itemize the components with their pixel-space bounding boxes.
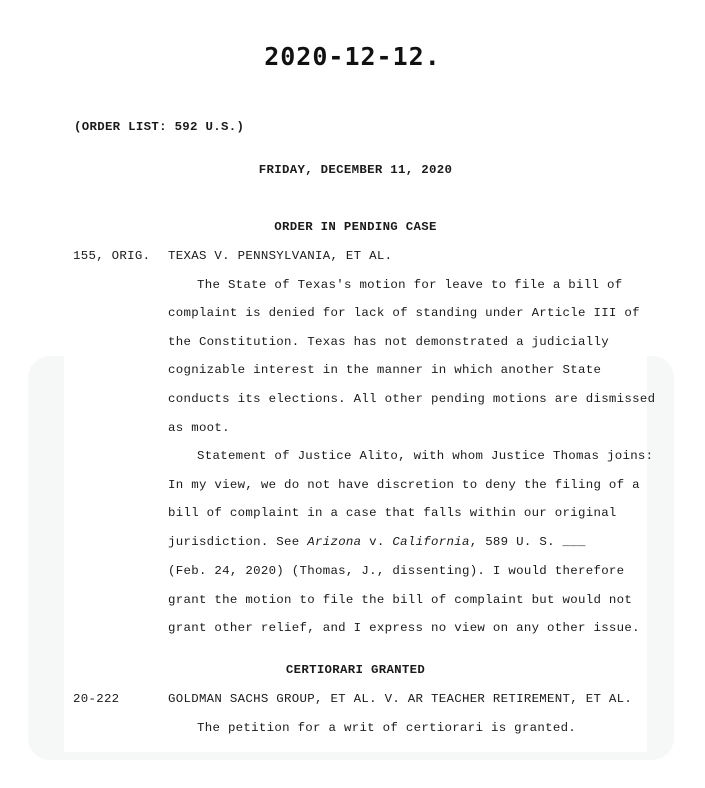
citation-v: v. <box>361 535 393 549</box>
page-title: 2020-12-12. <box>264 42 441 71</box>
text-line: In my view, we do not have discretion to deny the filing of a <box>168 478 640 492</box>
order-date: FRIDAY, DECEMBER 11, 2020 <box>258 163 453 177</box>
citation-pre: jurisdiction. See <box>168 535 308 549</box>
case-number: 20-222 <box>73 692 120 706</box>
citation-case-a: Arizona <box>307 535 362 549</box>
text-line: grant other relief, and I express no view on any other issue. <box>168 621 640 635</box>
section-heading-certiorari: CERTIORARI GRANTED <box>285 663 426 677</box>
text-line: complaint is denied for lack of standing under Article III of <box>168 306 640 320</box>
case-title: GOLDMAN SACHS GROUP, ET AL. V. AR TEACHER RETIREMENT, ET AL. <box>168 692 633 706</box>
citation-case-b: California <box>392 535 470 549</box>
text-line: bill of complaint in a case that falls within our original <box>168 506 617 520</box>
text-line: as moot. <box>168 421 230 435</box>
text-line: the Constitution. Texas has not demonstrated a judicially <box>168 335 609 349</box>
text-line: (Feb. 24, 2020) (Thomas, J., dissenting). I would therefore <box>168 564 625 578</box>
case-title: TEXAS V. PENNSYLVANIA, ET AL. <box>168 249 393 263</box>
text-line: grant the motion to file the bill of complaint but would not <box>168 593 633 607</box>
document-page <box>64 114 647 752</box>
text-line: cognizable interest in the manner in which another State <box>168 363 602 377</box>
case-number: 155, ORIG. <box>73 249 151 263</box>
text-line: conducts its elections. All other pending motions are dismissed <box>168 392 656 406</box>
order-list-label: (ORDER LIST: 592 U.S.) <box>74 120 245 134</box>
text-line: The State of Texas's motion for leave to file a bill of <box>197 278 623 292</box>
text-line: Statement of Justice Alito, with whom Justice Thomas joins: <box>197 449 654 463</box>
text-line: The petition for a writ of certiorari is granted. <box>197 721 577 735</box>
citation-post: , 589 U. S. ___ <box>469 535 586 549</box>
section-heading-pending: ORDER IN PENDING CASE <box>274 220 437 234</box>
citation-line <box>168 535 586 549</box>
